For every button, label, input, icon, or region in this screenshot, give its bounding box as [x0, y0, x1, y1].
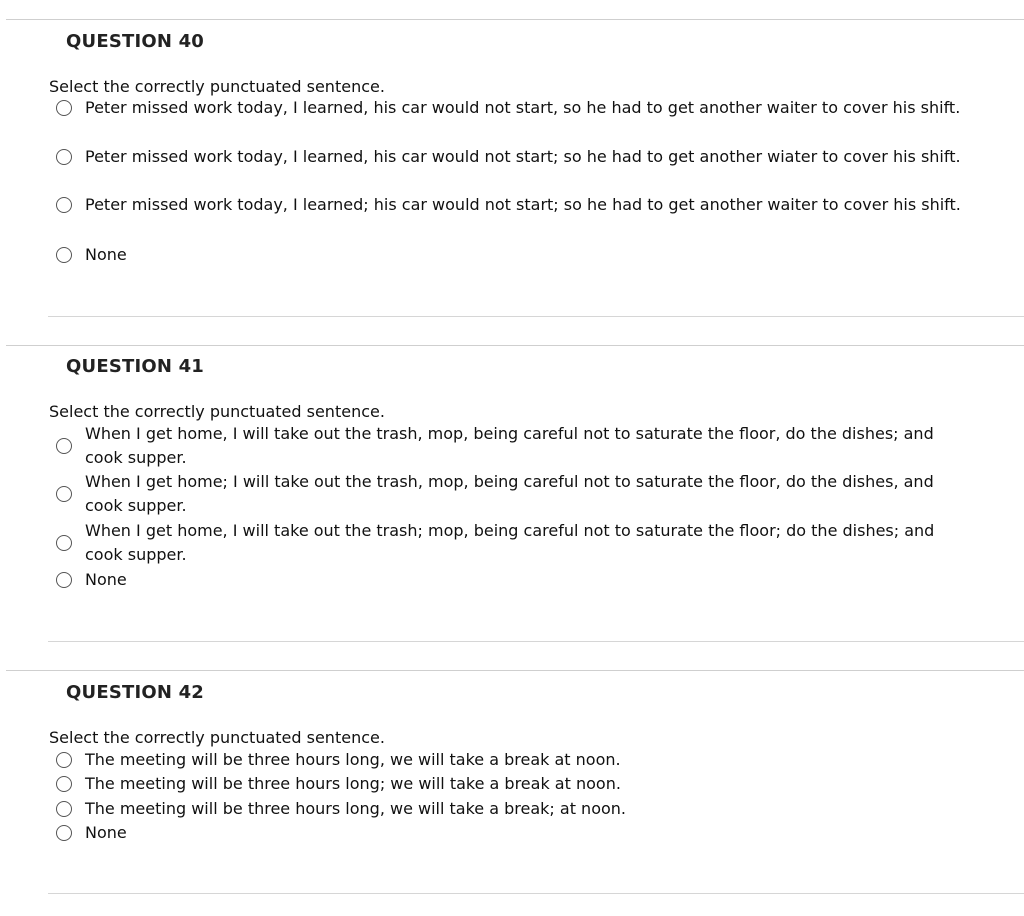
radio-button[interactable] — [56, 825, 72, 841]
answer-option[interactable] — [56, 519, 984, 567]
answer-option[interactable] — [56, 772, 984, 796]
answer-option-text[interactable]: The meeting will be three hours long, we will take a break; at noon. — [85, 799, 626, 818]
answer-option-text[interactable]: When I get home, I will take out the trash, mop, being careful not to saturate the floor, do the dishes; and cook supper. — [85, 424, 934, 467]
radio-button[interactable] — [56, 149, 72, 165]
answer-option[interactable] — [56, 748, 984, 772]
question-divider-bottom — [48, 893, 1024, 894]
answer-option[interactable] — [56, 797, 984, 821]
answer-option[interactable] — [56, 568, 984, 592]
question-title: QUESTION 41 — [66, 356, 205, 377]
answer-option-text[interactable]: Peter missed work today, I learned; his car would not start; so he had to get another waiter to cover his shift. — [85, 195, 961, 214]
answer-option-text[interactable]: The meeting will be three hours long, we will take a break at noon. — [85, 750, 621, 769]
question-divider-top — [6, 19, 1024, 20]
question-prompt: Select the correctly punctuated sentence. — [49, 77, 385, 96]
radio-button[interactable] — [56, 247, 72, 263]
question-title: QUESTION 40 — [66, 31, 205, 52]
answer-option[interactable] — [56, 821, 984, 845]
answer-option[interactable] — [56, 193, 984, 217]
question-divider-top — [6, 670, 1024, 671]
question-prompt: Select the correctly punctuated sentence. — [49, 402, 385, 421]
radio-button[interactable] — [56, 486, 72, 502]
answer-option-text[interactable]: None — [85, 823, 127, 842]
radio-button[interactable] — [56, 752, 72, 768]
answer-option-text[interactable]: Peter missed work today, I learned, his car would not start, so he had to get another waiter to cover his shift. — [85, 98, 961, 117]
question-divider-bottom — [48, 316, 1024, 317]
radio-button[interactable] — [56, 776, 72, 792]
radio-button[interactable] — [56, 535, 72, 551]
radio-button[interactable] — [56, 801, 72, 817]
answer-option-text[interactable]: Peter missed work today, I learned, his car would not start; so he had to get another wiater to cover his shift. — [85, 147, 961, 166]
question-divider-bottom — [48, 641, 1024, 642]
answer-option[interactable] — [56, 145, 984, 169]
answer-option[interactable] — [56, 470, 984, 518]
answer-option-text[interactable]: When I get home; I will take out the trash, mop, being careful not to saturate the floor, do the dishes, and cook supper. — [85, 472, 934, 515]
question-title: QUESTION 42 — [66, 682, 205, 703]
radio-button[interactable] — [56, 197, 72, 213]
answer-option[interactable] — [56, 422, 984, 470]
question-divider-top — [6, 345, 1024, 346]
radio-button[interactable] — [56, 100, 72, 116]
answer-option-text[interactable]: When I get home, I will take out the trash; mop, being careful not to saturate the floor; do the dishes; and cook supper. — [85, 521, 935, 564]
radio-button[interactable] — [56, 438, 72, 454]
answer-option[interactable] — [56, 243, 984, 267]
answer-option[interactable] — [56, 96, 984, 120]
answer-option-text[interactable]: None — [85, 570, 127, 589]
question-prompt: Select the correctly punctuated sentence. — [49, 728, 385, 747]
radio-button[interactable] — [56, 572, 72, 588]
answer-option-text[interactable]: None — [85, 245, 127, 264]
answer-option-text[interactable]: The meeting will be three hours long; we will take a break at noon. — [85, 774, 621, 793]
